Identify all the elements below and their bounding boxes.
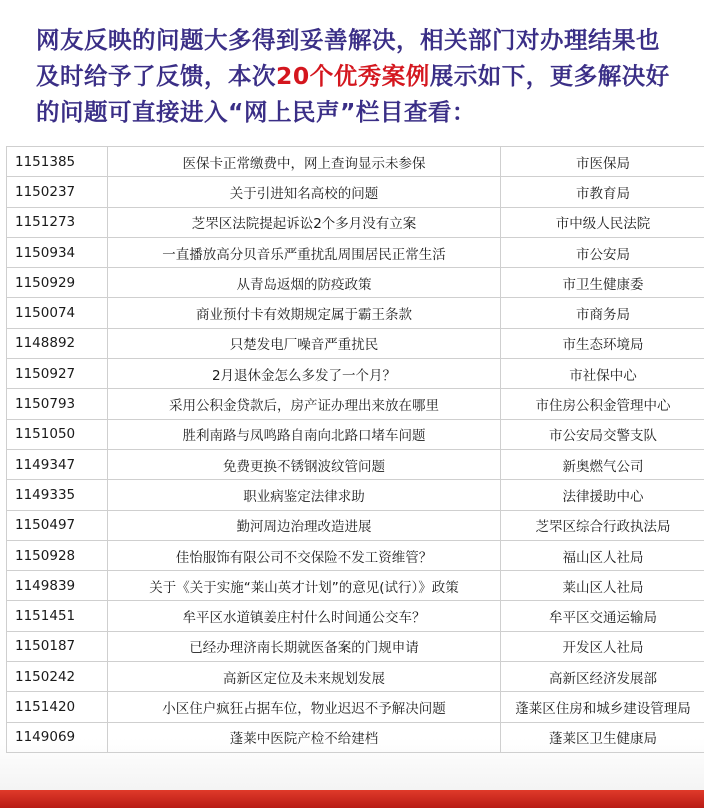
case-dept-cell: 市商务局 [501,298,704,328]
case-id-cell: 1150928 [7,540,108,570]
table-row [7,571,704,601]
table-row [7,662,704,692]
case-topic-cell: 关于《关于实施“莱山英才计划”的意见(试行）》政策 [108,571,501,601]
case-id-cell: 1149335 [7,480,108,510]
case-id-cell: 1149839 [7,571,108,601]
case-id-cell: 1150242 [7,662,108,692]
case-dept-cell: 福山区人社局 [501,540,704,570]
case-dept-cell: 市生态环境局 [501,328,704,358]
case-id-cell: 1150074 [7,298,108,328]
case-dept-cell: 开发区人社局 [501,631,704,661]
cases-table [6,146,704,753]
cases-table-body [7,147,704,753]
header [0,0,704,142]
case-id-cell: 1150929 [7,268,108,298]
case-dept-cell: 市公安局交警支队 [501,419,704,449]
table-row [7,207,704,237]
case-dept-cell: 市社保中心 [501,359,704,389]
case-topic-cell: 从青岛返烟的防疫政策 [108,268,501,298]
case-topic-cell: 牟平区水道镇姜庄村什么时间通公交车？ [108,601,501,631]
case-id-cell: 1148892 [7,328,108,358]
table-row [7,147,704,177]
table-row [7,722,704,752]
case-id-cell: 1150187 [7,631,108,661]
case-topic-cell: 一直播放高分贝音乐严重扰乱周围居民正常生活 [108,237,501,267]
case-id-cell: 1151273 [7,207,108,237]
table-row [7,510,704,540]
case-topic-cell: 芝罘区法院提起诉讼2个多月没有立案 [108,207,501,237]
case-dept-cell: 牟平区交通运输局 [501,601,704,631]
table-row [7,389,704,419]
case-dept-cell: 市公安局 [501,237,704,267]
case-dept-cell: 蓬莱区卫生健康局 [501,722,704,752]
table-row [7,237,704,267]
table-row [7,268,704,298]
case-dept-cell: 芝罘区综合行政执法局 [501,510,704,540]
intro-text-before: 网友反映的问题大多得到妥善解决，相关部门对办理结果也及时给予了反馈，本次 [36,26,660,90]
case-id-cell: 1149347 [7,449,108,479]
table-row [7,298,704,328]
table-row [7,177,704,207]
table-row [7,419,704,449]
case-dept-cell: 蓬莱区住房和城乡建设管理局 [501,692,704,722]
case-id-cell: 1151385 [7,147,108,177]
table-row [7,480,704,510]
intro-text-after: 展示如下，更多解决好的问题可直接进入“网上民声”栏目查看： [36,62,670,126]
case-dept-cell: 莱山区人社局 [501,571,704,601]
table-row [7,359,704,389]
case-topic-cell: 医保卡正常缴费中，网上查询显示未参保 [108,147,501,177]
case-topic-cell: 职业病鉴定法律求助 [108,480,501,510]
case-id-cell: 1150927 [7,359,108,389]
case-topic-cell: 采用公积金贷款后，房产证办理出来放在哪里 [108,389,501,419]
case-id-cell: 1150793 [7,389,108,419]
case-topic-cell: 胜利南路与凤鸣路自南向北路口堵车问题 [108,419,501,449]
case-dept-cell: 市医保局 [501,147,704,177]
case-dept-cell: 高新区经济发展部 [501,662,704,692]
case-dept-cell: 新奥燃气公司 [501,449,704,479]
case-dept-cell: 市卫生健康委 [501,268,704,298]
case-topic-cell: 高新区定位及未来规划发展 [108,662,501,692]
case-topic-cell: 只楚发电厂噪音严重扰民 [108,328,501,358]
intro-paragraph [36,22,676,130]
case-topic-cell: 2月退休金怎么多发了一个月？ [108,359,501,389]
case-dept-cell: 法律援助中心 [501,480,704,510]
intro-highlight: 20个优秀案例 [276,62,430,90]
case-topic-cell: 免费更换不锈钢波纹管问题 [108,449,501,479]
table-row [7,540,704,570]
table-row [7,631,704,661]
case-id-cell: 1151451 [7,601,108,631]
case-id-cell: 1150497 [7,510,108,540]
table-row [7,328,704,358]
table-row [7,692,704,722]
bottom-bar [0,790,704,808]
case-topic-cell: 关于引进知名高校的问题 [108,177,501,207]
case-id-cell: 1151420 [7,692,108,722]
case-id-cell: 1150237 [7,177,108,207]
case-topic-cell: 商业预付卡有效期规定属于霸王条款 [108,298,501,328]
cases-table-container [0,146,704,790]
case-topic-cell: 小区住户疯狂占据车位，物业迟迟不予解决问题 [108,692,501,722]
case-id-cell: 1150934 [7,237,108,267]
case-dept-cell: 市中级人民法院 [501,207,704,237]
case-id-cell: 1151050 [7,419,108,449]
case-topic-cell: 已经办理济南长期就医备案的门规申请 [108,631,501,661]
table-row [7,449,704,479]
case-topic-cell: 蓬莱中医院产检不给建档 [108,722,501,752]
case-dept-cell: 市教育局 [501,177,704,207]
case-dept-cell: 市住房公积金管理中心 [501,389,704,419]
case-id-cell: 1149069 [7,722,108,752]
case-topic-cell: 佳怡服饰有限公司不交保险不发工资维管？ [108,540,501,570]
table-row [7,601,704,631]
case-topic-cell: 勤河周边治理改造进展 [108,510,501,540]
